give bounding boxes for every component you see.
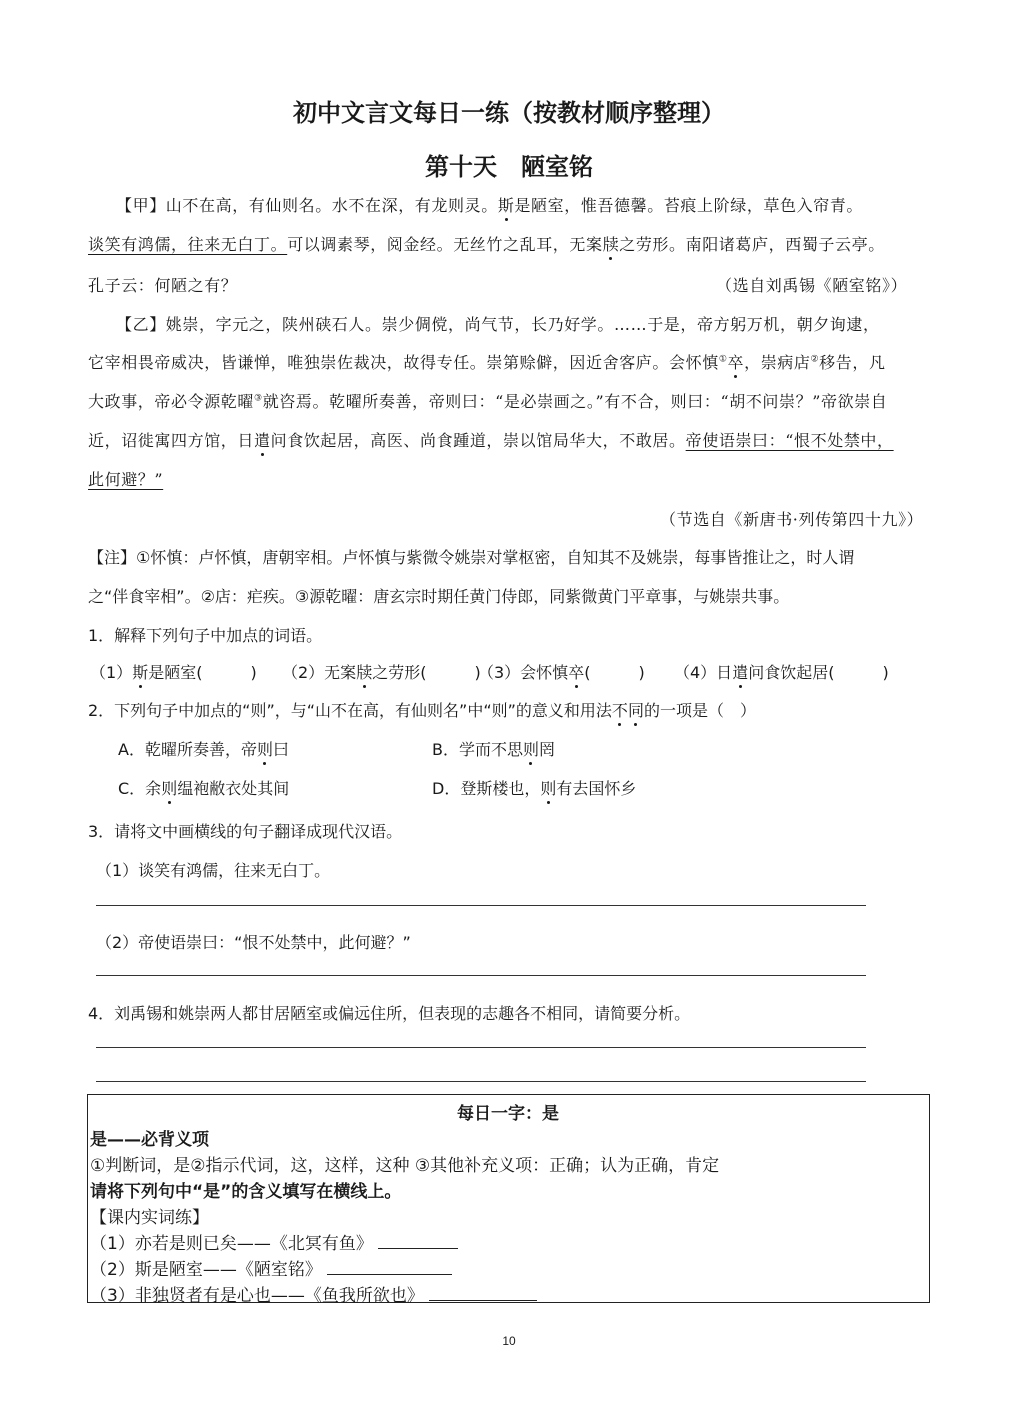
item-text: （3）会怀慎 (478, 663, 569, 682)
footnote-marker: ③ (254, 393, 263, 404)
option-text: 罔 (539, 740, 556, 759)
notes-line-2: 之“伴食宰相”。②店：疟疾。③源乾曜：唐玄宗时期任黄门侍郎，同紫微黄门平章事，与姚崇共事。 (88, 587, 790, 606)
practice-text: （1）亦若是则已矣——《北冥有鱼》 (90, 1234, 373, 1254)
answer-line[interactable] (96, 1047, 866, 1048)
practice-label: 【课内实词练】 (90, 1208, 209, 1228)
answer-line[interactable] (96, 905, 866, 906)
passage-b-source: （节选自《新唐书·列传第四十九》） (660, 510, 924, 529)
option-b[interactable] (432, 737, 555, 760)
dotted-word: 则 (540, 776, 556, 799)
option-text: 有去国怀乡 (556, 779, 637, 798)
dotted-word: 不 (612, 698, 628, 721)
dotted-word: 遣 (732, 660, 748, 683)
passage-b-text: 大政事，帝必令源乾曜 (88, 392, 255, 411)
practice-item-1 (90, 1229, 458, 1254)
passage-b-text: 移告，凡 (819, 353, 886, 372)
question-1-item-3 (478, 660, 645, 683)
practice-item-2 (90, 1255, 452, 1280)
item-text: 问食饮起居( ) (748, 663, 889, 682)
item-text: （2）无案 (282, 663, 357, 682)
option-text: 缊袍敝衣处其间 (177, 779, 290, 798)
notes-line-1: 【注】①怀慎：卢怀慎，唐朝宰相。卢怀慎与紫微令姚崇对掌枢密，自知其不及姚崇，每事皆推让之，时人谓 (88, 548, 855, 567)
option-text: A．乾曜所奏善，帝 (118, 740, 257, 759)
passage-a-text: 【甲】山不在高，有仙则名。水不在深，有龙则灵。 (116, 196, 498, 215)
option-text: 曰 (272, 740, 289, 759)
question-4-stem: 4．刘禹锡和姚崇两人都甘居陋室或偏远住所，但表现的志趣各不相同，请简要分析。 (88, 1004, 691, 1023)
item-text: 之劳形( ) (372, 663, 481, 682)
option-a[interactable] (118, 737, 289, 760)
underlined-sentence: 此何避？” (88, 470, 164, 489)
daily-word-instruction: 请将下列句中“是”的含义填写在横线上。 (90, 1182, 402, 1202)
answer-line[interactable] (96, 1081, 866, 1082)
question-3-sentence-2: （2）帝使语崇曰：“恨不处禁中，此何避？” (96, 933, 411, 952)
option-d[interactable] (432, 776, 636, 799)
dotted-word: 牍 (356, 660, 372, 683)
item-text: （4）日 (674, 663, 733, 682)
practice-item-3 (90, 1281, 537, 1306)
passage-b-line-2 (88, 350, 886, 373)
practice-text: （2）斯是陋室——《陋室铭》 (90, 1260, 322, 1280)
stem-text: 的一项是（ ） (643, 701, 756, 720)
question-1-item-2 (282, 660, 481, 683)
page-number: 10 (502, 1334, 516, 1348)
passage-b-text: 近，诏徙寓四方馆，日 (88, 431, 255, 450)
footnote-marker: ② (810, 354, 820, 365)
item-text: （1） (90, 663, 133, 682)
fill-blank[interactable] (378, 1234, 458, 1249)
dotted-word: 斯 (498, 193, 515, 216)
passage-a-source: （选自刘禹锡《陋室铭》） (716, 276, 908, 295)
dotted-word: 则 (161, 776, 177, 799)
answer-line[interactable] (96, 975, 866, 976)
passage-b-text: 它宰相畏帝威决，皆谦惮，唯独崇佐裁决，故得专任。崇第赊僻，因近舍客庐。会怀慎 (88, 353, 719, 372)
daily-word-title: 每日一字：是 (457, 1104, 559, 1124)
option-text: B．学而不思 (432, 740, 523, 759)
passage-b-line-1: 【乙】姚崇，字元之，陕州硖石人。崇少倜傥，尚气节，长乃好学。……于是，帝方躬万机，朝夕询逮， (116, 315, 880, 334)
lesson-title: 第十天 陋室铭 (425, 152, 593, 181)
passage-a-text: 可以调素琴，阅金经。无丝竹之乱耳，无案 (287, 235, 603, 254)
passage-a-line-3: 孔子云：何陋之有？ (88, 276, 238, 295)
stem-text: 2．下列句子中加点的“则”，与“山不在高，有仙则名”中“则”的意义和用法 (88, 701, 612, 720)
passage-a-line-1 (116, 193, 863, 216)
footnote-marker: ① (718, 354, 728, 365)
option-text: D．登斯楼也， (432, 779, 541, 798)
document-title: 初中文言文每日一练（按教材顺序整理） (293, 98, 725, 127)
option-c[interactable] (118, 776, 289, 799)
question-1-item-1 (90, 660, 257, 683)
dotted-word: 牍 (603, 232, 620, 255)
passage-a-text: 之劳形。南阳诸葛庐，西蜀子云亭。 (619, 235, 885, 254)
passage-a-line-2 (88, 232, 885, 255)
question-1-item-4 (674, 660, 889, 683)
underlined-sentence: 谈笑有鸿儒，往来无白丁。 (88, 235, 288, 254)
dotted-word: 卒 (568, 660, 584, 683)
passage-b-line-5 (88, 467, 163, 490)
dotted-word: 卒 (727, 350, 744, 373)
underlined-sentence: 帝使语崇曰：“恨不处禁中， (685, 431, 894, 450)
dotted-word: 斯 (132, 660, 148, 683)
item-text: ( ) (584, 663, 645, 682)
passage-b-text: 就咨焉。乾曜所奏善，帝则曰：“是必崇画之。”有不合，则曰：“胡不问崇？”帝欲崇自 (262, 392, 888, 411)
passage-a-text: 是陋室，惟吾德馨。苔痕上阶绿，草色入帘青。 (514, 196, 864, 215)
question-2-stem (88, 698, 756, 721)
dotted-word: 则 (523, 737, 539, 760)
question-1-stem: 1．解释下列句子中加点的词语。 (88, 626, 323, 645)
question-3-stem: 3．请将文中画横线的句子翻译成现代汉语。 (88, 822, 403, 841)
dotted-word: 同 (628, 698, 644, 721)
dotted-word: 则 (257, 737, 273, 760)
daily-word-meanings: ①判断词，是②指示代词，这，这样，这种 ③其他补充义项：正确；认为正确，肯定 (90, 1156, 720, 1176)
daily-word-box (87, 1094, 930, 1306)
fill-blank[interactable] (327, 1260, 452, 1275)
passage-b-line-3 (88, 389, 887, 412)
fill-blank[interactable] (429, 1286, 537, 1301)
item-text: 是陋室( ) (148, 663, 257, 682)
option-text: C．余 (118, 779, 162, 798)
passage-b-text: 问食饮起居，高医、尚食踵道，崇以馆局华大，不敢居。 (270, 431, 686, 450)
dotted-word: 遣 (254, 428, 271, 451)
practice-text: （3）非独贤者有是心也——《鱼我所欲也》 (90, 1286, 424, 1306)
passage-b-line-4 (88, 428, 894, 451)
passage-b-text: ，崇病店 (744, 353, 811, 372)
question-3-sentence-1: （1）谈笑有鸿儒，往来无白丁。 (96, 861, 331, 880)
daily-word-heading: 是——必背义项 (90, 1130, 209, 1150)
